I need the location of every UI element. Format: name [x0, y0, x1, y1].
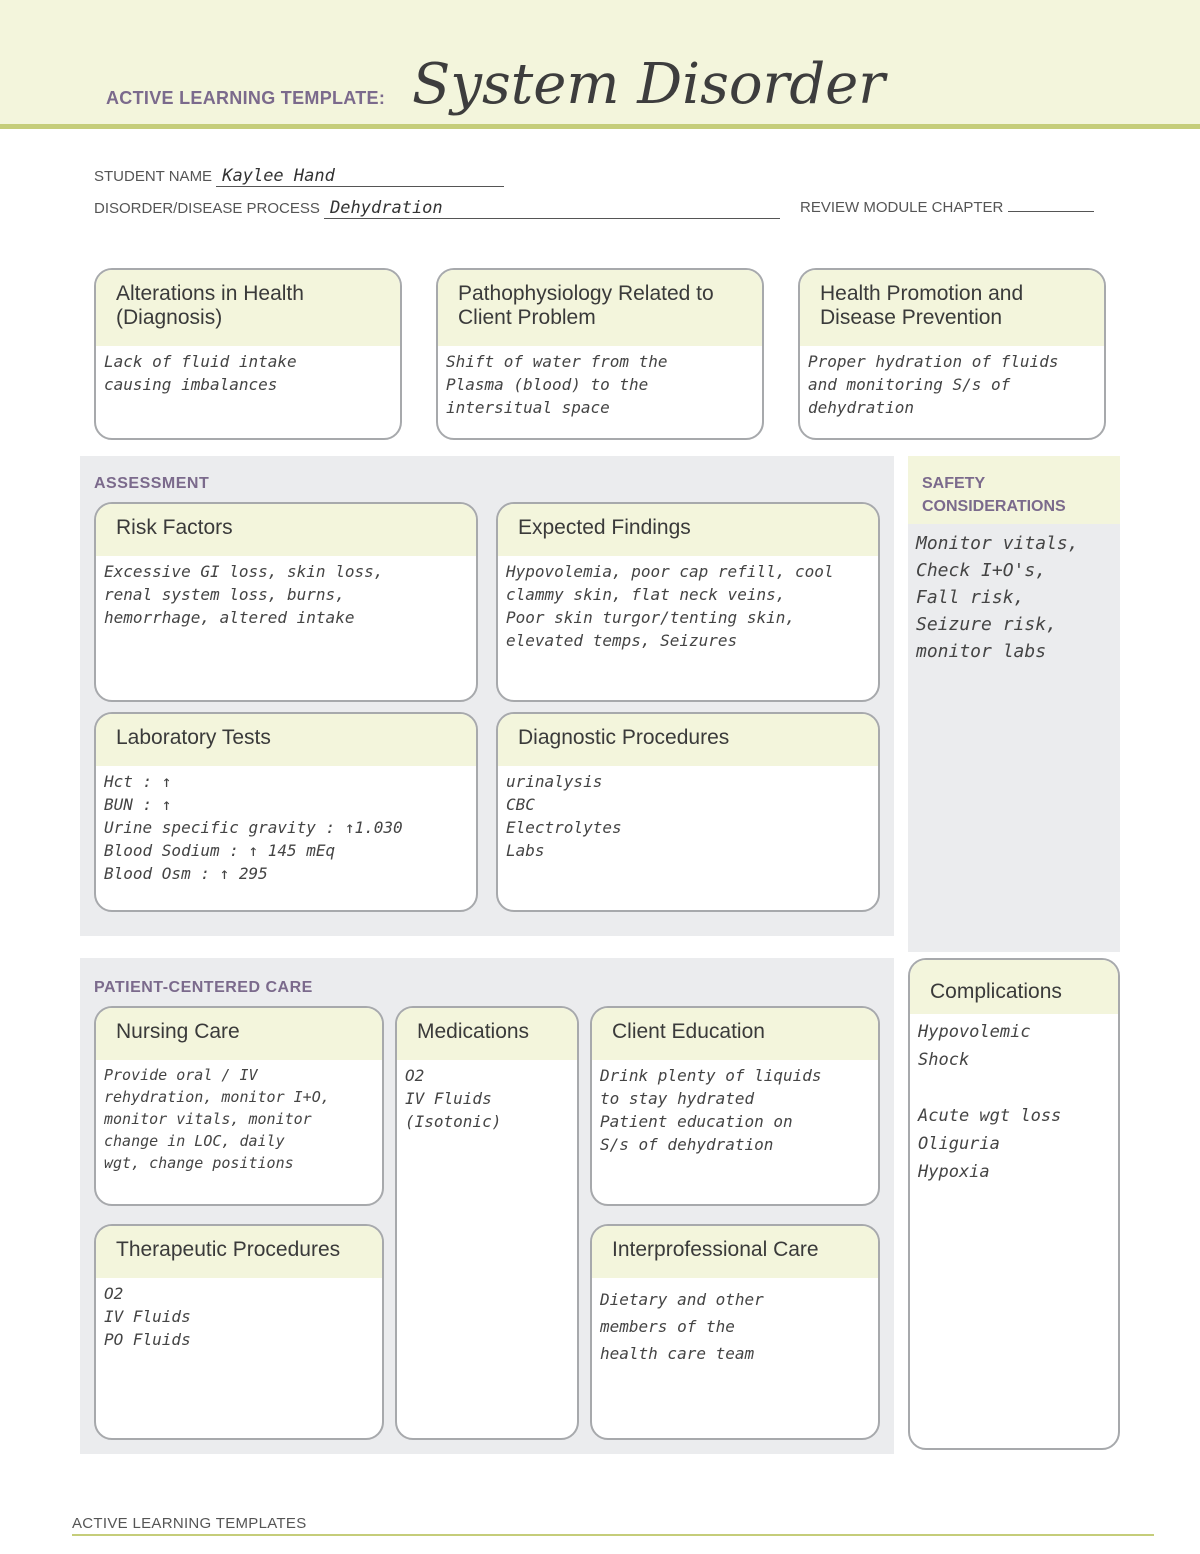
diagnostic-procedures-card: [496, 712, 880, 912]
health-promotion-title: Health Promotion and Disease Prevention: [800, 270, 1104, 346]
complications-title: Complications: [910, 960, 1118, 1014]
nursing-care-card: [94, 1006, 384, 1206]
student-name-label: STUDENT NAME: [94, 168, 213, 185]
alterations-card: [94, 268, 402, 440]
risk-factors-text[interactable]: Excessive GI loss, skin loss, renal system loss, burns, hemorrhage, altered intake: [104, 562, 384, 627]
interprofessional-care-card: [590, 1224, 880, 1440]
alterations-title: Alterations in Health (Diagnosis): [96, 270, 400, 346]
review-module-field[interactable]: [800, 198, 1094, 216]
template-label: ACTIVE LEARNING TEMPLATE:: [106, 88, 386, 108]
expected-findings-title: Expected Findings: [498, 504, 878, 556]
laboratory-tests-title: Laboratory Tests: [96, 714, 476, 766]
complications-card: [908, 958, 1120, 1450]
footer-rule: [72, 1534, 1154, 1536]
laboratory-tests-text[interactable]: Hct : ↑ BUN : ↑ Urine specific gravity : ↑1.030 Blood Sodium : ↑ 145 mEq Blood Osm : ↑ 295: [104, 772, 403, 883]
client-education-text[interactable]: Drink plenty of liquids to stay hydrated Patient education on S/s of dehydration: [600, 1066, 822, 1154]
medications-title: Medications: [397, 1008, 577, 1060]
disorder-field[interactable]: [94, 198, 780, 219]
diagnostic-procedures-title: Diagnostic Procedures: [498, 714, 878, 766]
page-title: System Disorder: [412, 52, 886, 117]
health-promotion-card: [798, 268, 1106, 440]
diagnostic-procedures-text[interactable]: urinalysis CBC Electrolytes Labs: [506, 772, 622, 860]
risk-factors-card: [94, 502, 478, 702]
disorder-label: DISORDER/DISEASE PROCESS: [94, 200, 320, 217]
footer-label: ACTIVE LEARNING TEMPLATES: [72, 1515, 307, 1532]
client-education-title: Client Education: [592, 1008, 878, 1060]
therapeutic-procedures-title: Therapeutic Procedures: [96, 1226, 382, 1278]
alterations-text[interactable]: Lack of fluid intake causing imbalances: [104, 352, 297, 394]
interprofessional-care-text[interactable]: Dietary and other members of the health care team: [600, 1290, 764, 1363]
expected-findings-card: [496, 502, 880, 702]
pathophysiology-text[interactable]: Shift of water from the Plasma (blood) to the intersitual space: [446, 352, 668, 417]
nursing-care-title: Nursing Care: [96, 1008, 382, 1060]
client-education-card: [590, 1006, 880, 1206]
student-name-field[interactable]: [94, 166, 504, 187]
laboratory-tests-card: [94, 712, 478, 912]
expected-findings-text[interactable]: Hypovolemia, poor cap refill, cool clammy skin, flat neck veins, Poor skin turgor/tenting skin, elevated temps, Seizures: [506, 562, 834, 650]
patient-care-title: PATIENT-CENTERED CARE: [94, 979, 313, 996]
medications-card: [395, 1006, 579, 1440]
therapeutic-procedures-text[interactable]: O2 IV Fluids PO Fluids: [104, 1284, 191, 1349]
complications-text[interactable]: Hypovolemic Shock Acute wgt loss Oliguria Hypoxia: [918, 1022, 1062, 1182]
header-rule: [0, 124, 1200, 129]
therapeutic-procedures-card: [94, 1224, 384, 1440]
nursing-care-text[interactable]: Provide oral / IV rehydration, monitor I+O, monitor vitals, monitor change in LOC, daily wgt, change positions: [104, 1066, 330, 1172]
student-name-value[interactable]: Kaylee Hand: [216, 166, 504, 187]
pathophysiology-card: [436, 268, 764, 440]
medications-text[interactable]: O2 IV Fluids (Isotonic): [405, 1066, 502, 1131]
assessment-title: ASSESSMENT: [94, 475, 210, 492]
review-module-blank[interactable]: [1008, 198, 1094, 212]
disorder-value[interactable]: Dehydration: [324, 198, 780, 219]
health-promotion-text[interactable]: Proper hydration of fluids and monitoring S/s of dehydration: [808, 352, 1059, 417]
safety-text[interactable]: Monitor vitals, Check I+O's, Fall risk, Seizure risk, monitor labs: [916, 533, 1079, 662]
safety-title: SAFETY CONSIDERATIONS: [908, 456, 1120, 524]
interprofessional-care-title: Interprofessional Care: [592, 1226, 878, 1278]
safety-panel: [908, 456, 1120, 952]
risk-factors-title: Risk Factors: [96, 504, 476, 556]
review-module-label: REVIEW MODULE CHAPTER: [800, 199, 1004, 216]
pathophysiology-title: Pathophysiology Related to Client Problem: [438, 270, 762, 346]
